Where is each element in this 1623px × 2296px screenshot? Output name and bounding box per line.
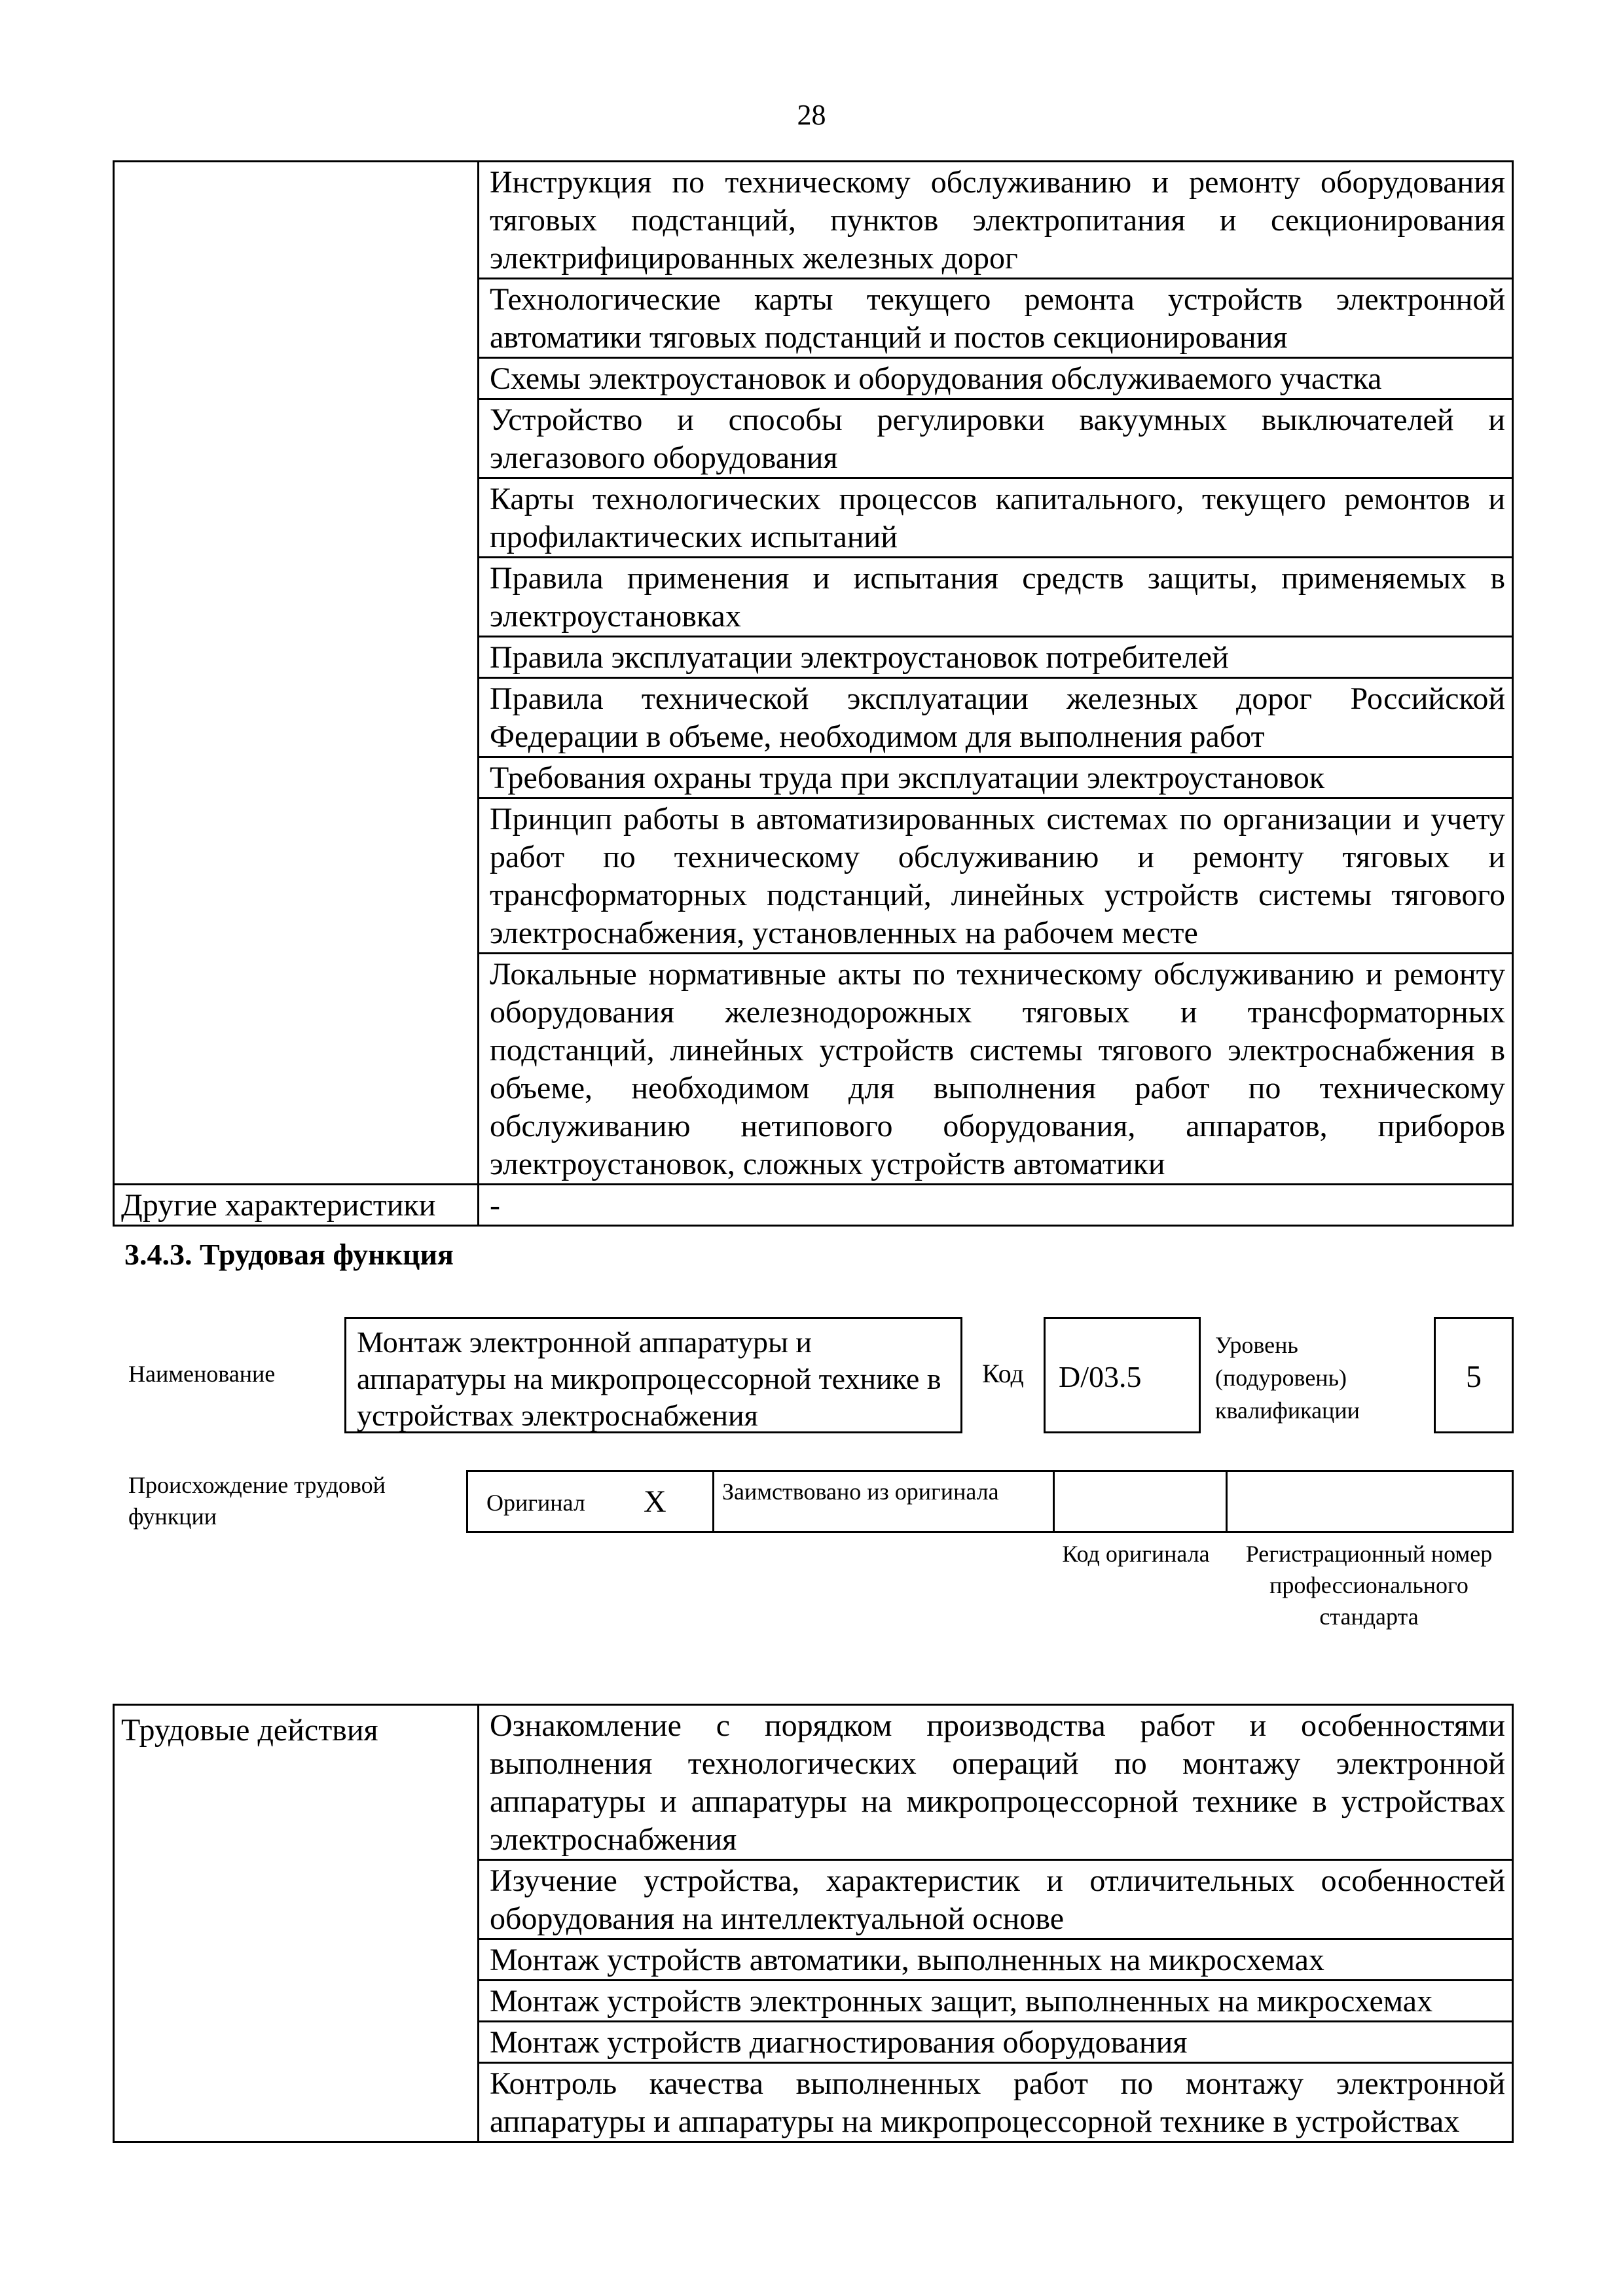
- level-box: [1434, 1317, 1514, 1433]
- code-value: D/03.5: [1059, 1360, 1142, 1393]
- knowledge-row: Правила технической эксплуатации железных дорог Российской Федерации в объеме, необходимом для выполнения работ: [479, 678, 1513, 757]
- section-heading: 3.4.3. Трудовая функция: [124, 1238, 454, 1271]
- knowledge-row: Принцип работы в автоматизированных системах по организации и учету работ по техническому обслуживанию и ремонту тяговых и трансформаторных подстанций, линейных устройств системы тягового электроснабжения, установленных на рабочем месте: [479, 798, 1513, 954]
- knowledge-row: Карты технологических процессов капитального, текущего ремонтов и профилактических испытаний: [479, 478, 1513, 558]
- name-label: Наименование: [128, 1361, 276, 1387]
- knowledge-row: Схемы электроустановок и оборудования обслуживаемого участка: [479, 358, 1513, 399]
- other-value: -: [479, 1185, 1513, 1226]
- actions-table: [113, 1704, 1514, 2143]
- level-label: Уровень (подуровень) квалификации: [1215, 1332, 1360, 1424]
- knowledge-row: Правила эксплуатации электроустановок потребителей: [479, 637, 1513, 678]
- knowledge-row: Технологические карты текущего ремонта устройств электронной автоматики тяговых подстанций и постов секционирования: [479, 279, 1513, 358]
- code-label: Код: [982, 1359, 1024, 1388]
- knowledge-table: [113, 160, 1514, 1227]
- origin-original-cell: [468, 1472, 714, 1531]
- knowledge-row: Устройство и способы регулировки вакуумных выключателей и элегазового оборудования: [479, 399, 1513, 478]
- origin-reg-caption: Регистрационный номер профессионального стандарта: [1245, 1541, 1493, 1630]
- origin-mark: X: [644, 1484, 666, 1519]
- level-value: 5: [1466, 1359, 1482, 1394]
- knowledge-row: Требования охраны труда при эксплуатации электроустановок: [479, 757, 1513, 798]
- origin-code-caption: Код оригинала: [1062, 1541, 1210, 1567]
- origin-borrowed-label: Заимствовано из оригинала: [722, 1479, 999, 1505]
- origin-table: [466, 1470, 1514, 1533]
- action-row: Монтаж устройств диагностирования оборудования: [479, 2022, 1513, 2063]
- origin-label: Происхождение трудовой функции: [128, 1472, 386, 1530]
- knowledge-label-cell: [114, 162, 479, 1185]
- code-box: [1044, 1317, 1201, 1433]
- actions-label: Трудовые действия: [114, 1705, 479, 2142]
- function-name-box: [344, 1317, 962, 1433]
- action-row: Ознакомление с порядком производства работ и особенностями выполнения технологических операций по монтажу электронной аппаратуры и аппаратуры на микропроцессорной технике в устройствах электроснабжения: [479, 1705, 1513, 1860]
- action-row: Изучение устройства, характеристик и отличительных особенностей оборудования на интеллектуальной основе: [479, 1860, 1513, 1939]
- knowledge-row: Правила применения и испытания средств защиты, применяемых в электроустановках: [479, 558, 1513, 637]
- action-row: Монтаж устройств автоматики, выполненных на микросхемах: [479, 1939, 1513, 1981]
- knowledge-row: Инструкция по техническому обслуживанию и ремонту оборудования тяговых подстанций, пунктов электропитания и секционирования электрифицированных железных дорог: [479, 162, 1513, 279]
- origin-code-cell: [1055, 1472, 1228, 1531]
- origin-original-label: Оригинал: [486, 1490, 585, 1516]
- page-number: 28: [797, 99, 826, 131]
- function-name: Монтаж электронной аппаратуры и аппаратуры на микропроцессорной технике в устройствах электроснабжения: [357, 1325, 941, 1432]
- action-row: Монтаж устройств электронных защит, выполненных на микросхемах: [479, 1981, 1513, 2022]
- other-label: Другие характеристики: [114, 1185, 479, 1226]
- origin-reg-cell: [1228, 1472, 1512, 1531]
- origin-borrowed-cell: [714, 1472, 1055, 1531]
- knowledge-row: Локальные нормативные акты по техническому обслуживанию и ремонту оборудования железнодорожных тяговых и трансформаторных подстанций, линейных устройств системы тягового электроснабжения в объеме, необходимом для выполнения работ по техническому обслуживанию нетипового оборудования, аппаратов, приборов электроустановок, сложных устройств автоматики: [479, 954, 1513, 1185]
- action-row: Контроль качества выполненных работ по монтажу электронной аппаратуры и аппаратуры на микропроцессорной технике в устройствах: [479, 2063, 1513, 2142]
